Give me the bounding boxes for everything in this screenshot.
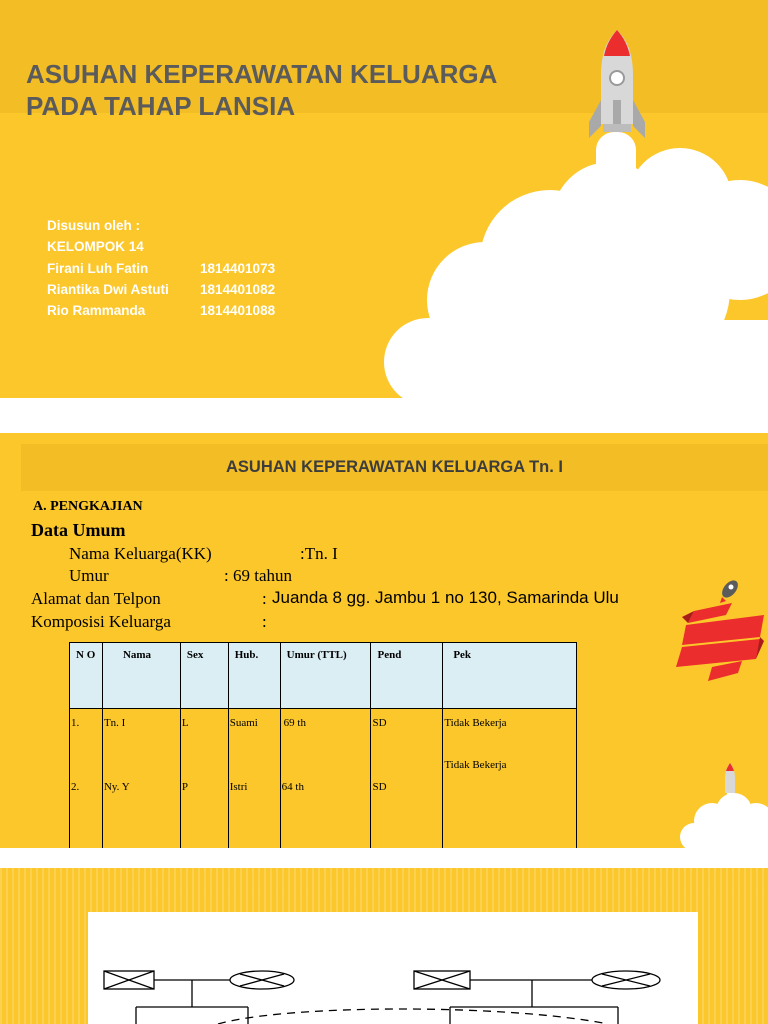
section-title: A. PENGKAJIAN [33,499,143,514]
cell-text: 2. [71,781,80,793]
table-header: Pek [443,643,577,709]
field-alamat-colon: : [262,589,267,608]
slide-header-band [21,444,768,491]
member-id-1: 1814401073 [200,261,276,276]
slide-header: ASUHAN KEPERAWATAN KELUARGA Tn. I [225,458,564,476]
title-slide [0,0,768,398]
small-rocket-icon [721,763,739,803]
table-header: N O [70,643,103,709]
slide-gap [0,848,768,868]
cell-text: Suami [229,717,258,729]
assessment-slide [0,433,768,848]
table-cell [371,709,443,849]
field-alamat-value: Juanda 8 gg. Jambu 1 no 130, Samarinda Ulu [272,588,619,607]
table-cell [70,709,103,849]
family-composition-table [69,642,577,848]
field-alamat-label: Alamat dan Telpon [31,589,161,608]
table-header: Pend [371,643,443,709]
subsection-title: Data Umum [31,520,126,540]
member-name-3: Rio Rammanda [47,303,146,318]
cell-text: Tidak Bekerja [444,717,507,729]
cell-text: Istri [229,781,248,793]
table-row [70,709,577,849]
member-name-1: Firani Luh Fatin [47,261,149,276]
slide-gap [0,398,768,433]
member-name-2: Riantika Dwi Astuti [47,282,169,297]
table-cell [102,709,180,849]
group-name: KELOMPOK 14 [47,239,144,254]
table-cell [180,709,228,849]
table-header-row [70,643,577,709]
member-id-2: 1814401082 [200,282,276,297]
title-line-2: PADA TAHAP LANSIA [26,91,296,121]
field-umur-value: : 69 tahun [224,566,292,585]
cell-text: Tn. I [103,717,126,729]
cell-text: 1. [71,717,80,729]
cell-text: P [181,781,188,793]
household-boundary [218,1009,608,1024]
rocket-icon [583,30,651,148]
cell-text: L [181,717,189,729]
table-cell [228,709,280,849]
field-komposisi-value: : [262,612,267,631]
table-header: Umur (TTL) [280,643,371,709]
cell-text: 64 th [281,781,304,793]
cell-text: 69 th [283,717,306,729]
cell-text: Tidak Bekerja [444,759,507,771]
field-umur-label: Umur [69,566,109,585]
cell-text: SD [372,717,387,729]
slide-title [26,58,586,122]
credit-label: Disusun oleh : [47,218,141,233]
cell-text: SD [372,781,387,793]
table-cell [443,709,577,849]
member-id-3: 1814401088 [200,303,276,318]
table-header: Nama [102,643,180,709]
field-nama-label: Nama Keluarga(KK) [69,544,212,563]
genogram-slide [0,868,768,1024]
title-line-1: ASUHAN KEPERAWATAN KELUARGA [26,59,498,89]
genogram-diagram [88,912,698,1024]
genogram-panel [88,912,698,1024]
field-komposisi-label: Komposisi Keluarga [31,612,171,631]
small-rocket-icon [718,577,742,605]
exhaust-trail [596,132,636,192]
field-nama-value: :Tn. I [300,544,338,563]
table-header: Sex [180,643,228,709]
cloud-icon [380,140,768,398]
cell-text: Ny. Y [103,781,130,793]
table-cell [280,709,371,849]
table-header: Hub. [228,643,280,709]
